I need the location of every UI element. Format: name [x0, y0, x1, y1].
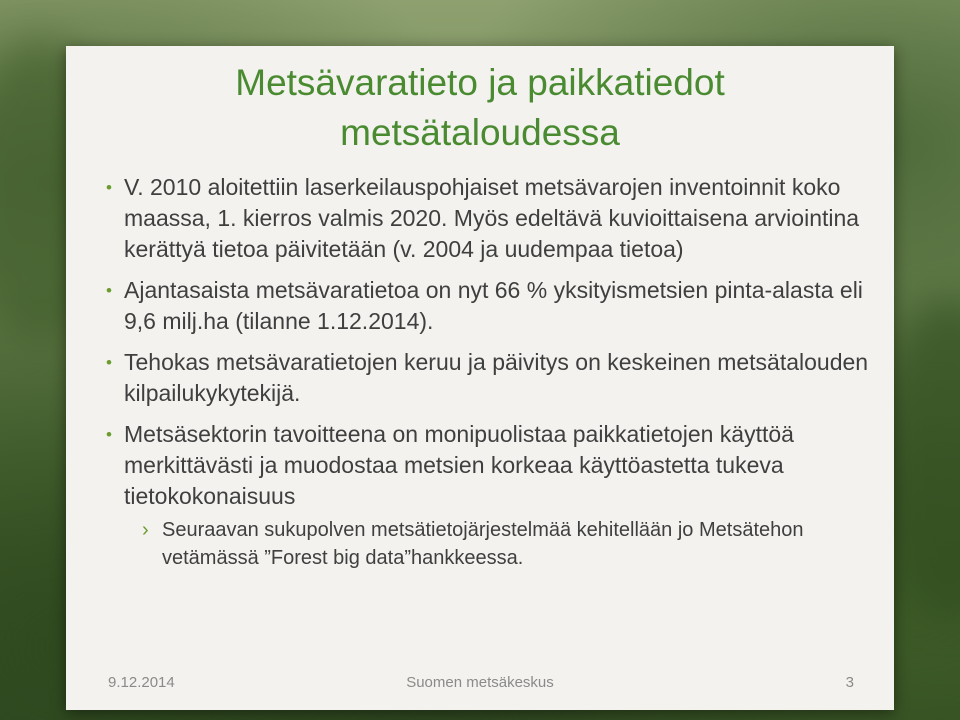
footer-date: 9.12.2014 [108, 674, 175, 691]
slide-footer [66, 674, 894, 698]
footer-organization: Suomen metsäkeskus [406, 674, 554, 691]
slide-card [66, 46, 894, 710]
bullet-text: Ajantasaista metsävaratietoa on nyt 66 % yksityismetsien pinta-alasta eli 9,6 milj.ha (tilanne 1.12.2014). [124, 277, 863, 334]
title-line-1: Metsävaratieto ja paikkatiedot [235, 62, 725, 103]
bullet-item [106, 275, 876, 337]
slide-content [106, 172, 876, 582]
bullet-text: Tehokas metsävaratietojen keruu ja päivitys on keskeinen metsätalouden kilpailukykytekijä. [124, 349, 869, 406]
bullet-text: V. 2010 aloitettiin laserkeilauspohjaiset metsävarojen inventoinnit koko maassa, 1. kierros valmis 2020. Myös edeltävä kuvioittaisena arviointina kerättyä tietoa päivitetään (v. 2004 ja uudempaa tietoa) [124, 174, 860, 262]
sub-bullet-text: Seuraavan sukupolven metsätietojärjestelmää kehitellään jo Metsätehon vetämässä ”Forest big data”hankkeessa. [162, 519, 804, 569]
bullet-marker: • [106, 353, 112, 372]
page-number: 3 [845, 674, 854, 691]
bullet-item [106, 172, 876, 265]
bullet-item [106, 347, 876, 409]
bullet-marker: • [106, 425, 112, 444]
title-line-2: metsätaloudessa [340, 112, 620, 153]
sub-bullet-marker: › [142, 519, 149, 541]
bullet-item [106, 419, 876, 572]
sub-bullet-item [124, 516, 876, 572]
slide-title [66, 58, 894, 158]
bullet-marker: • [106, 281, 112, 300]
bullet-marker: • [106, 178, 112, 197]
bullet-text: Metsäsektorin tavoitteena on monipuolistaa paikkatietojen käyttöä merkittävästi ja muodostaa metsien korkeaa käyttöastetta tukeva tietokokonaisuus [124, 421, 794, 509]
